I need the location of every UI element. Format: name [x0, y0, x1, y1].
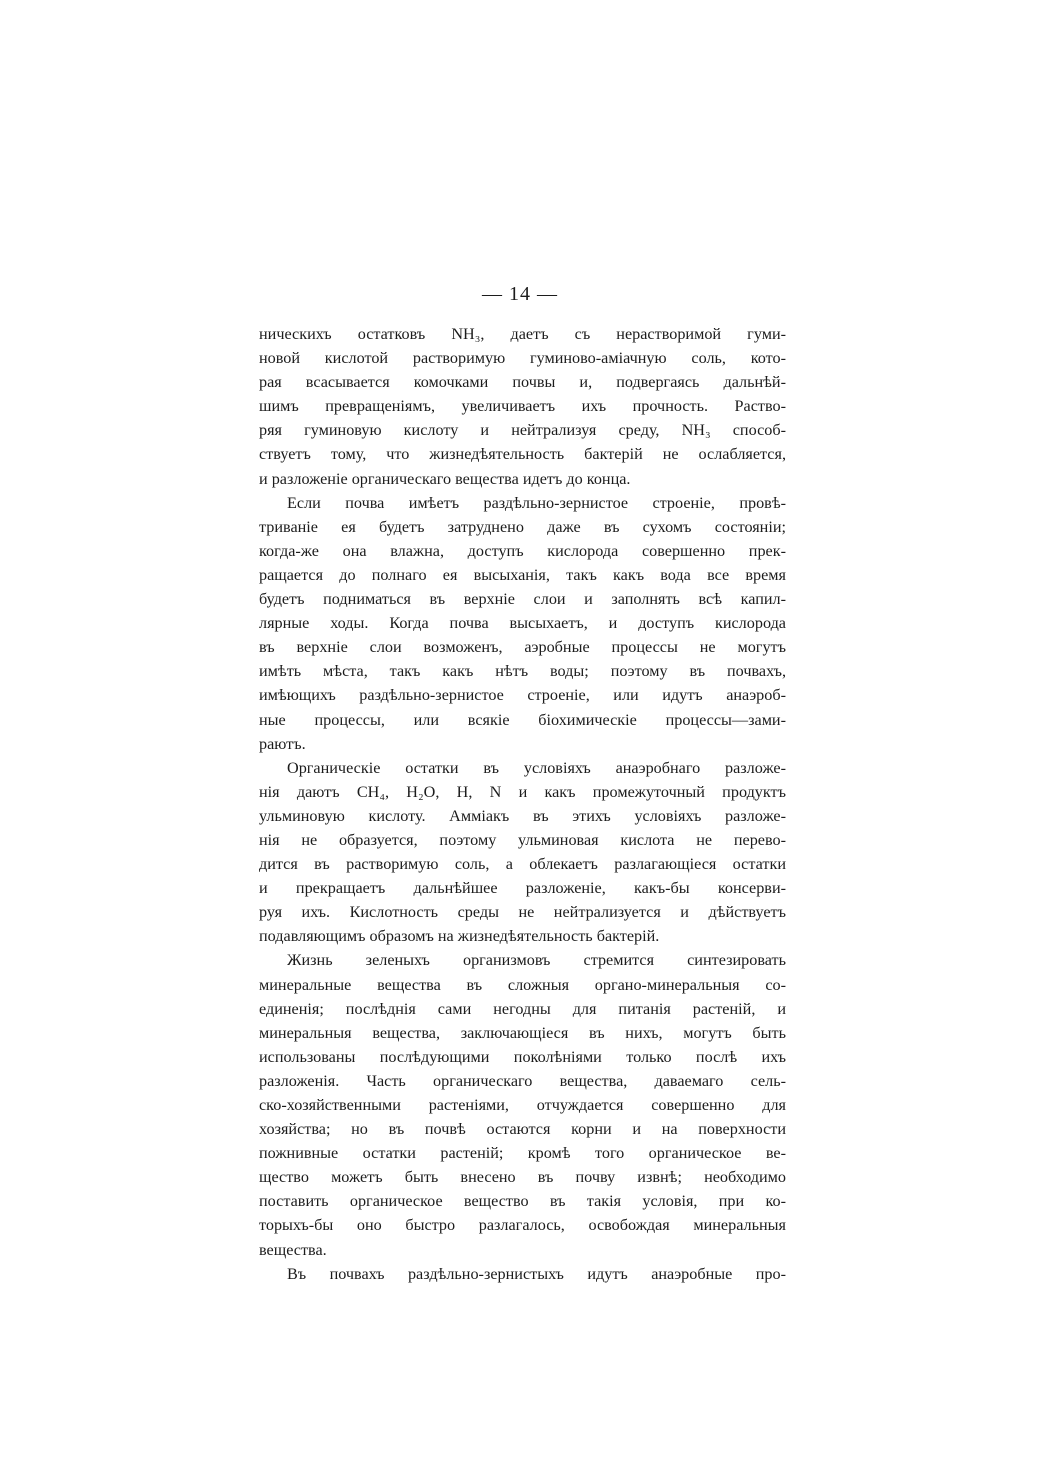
text-line: Органическіе остатки въ условіяхъ анаэробнаго разложе- — [287, 758, 786, 777]
text-line: ращается до полнаго ея высыханія, такъ какъ вода все время — [259, 565, 786, 584]
text-line: щество можетъ быть внесено въ почву извнѣ; необходимо — [259, 1168, 786, 1187]
text-line: торыхъ-бы оно быстро разлагалось, освобождая минеральныя — [259, 1216, 786, 1235]
text-line: вещества. — [259, 1240, 327, 1259]
text-line: Въ почвахъ раздѣльно-зернистыхъ идутъ анаэробные про- — [287, 1264, 786, 1283]
text-line: когда-же она влажна, доступъ кислорода совершенно прек- — [259, 541, 786, 560]
text-line: ско-хозяйственными растеніями, отчуждается совершенно для — [259, 1096, 786, 1114]
text-line: ульминовую кислоту. Амміакъ въ этихъ условіяхъ разложе- — [259, 806, 786, 825]
text-line: нія не образуется, поэтому ульминовая кислота не перево- — [259, 830, 786, 849]
text-line: ническихъ остатковъ NH₃, даетъ съ нерастворимой гуми- — [259, 325, 786, 343]
text-line: Жизнь зеленыхъ организмовъ стремится синтезировать — [287, 951, 786, 970]
text-line: и прекращаетъ дальнѣйшее разложеніе, какъ-бы консерви- — [259, 879, 786, 898]
text-line: поставить органическое вещество въ такія условія, при ко- — [259, 1192, 786, 1211]
text-line: руя ихъ. Кислотность среды не нейтрализуется и дѣйствуетъ — [259, 903, 786, 922]
text-line: триваніе ея будетъ затруднено даже въ сухомъ состояніи; — [259, 517, 786, 536]
text-line: единенія; послѣднія сами негодны для питанія растеній, и — [259, 999, 786, 1018]
text-line: въ верхніе слои возможенъ, аэробные процессы не могутъ — [259, 638, 786, 657]
text-line: лярные ходы. Когда почва высыхаетъ, и доступъ кислорода — [259, 614, 786, 633]
text-line: минеральные вещества въ сложныя органо-минеральныя со- — [259, 975, 786, 994]
text-line: дится въ растворимую соль, а облекаетъ разлагающіеся остатки — [259, 855, 786, 874]
text-line: и разложеніе органическаго вещества идетъ до конца. — [259, 469, 631, 488]
text-line: ные процессы, или всякіе біохимическіе процессы—зами- — [259, 710, 786, 729]
body-text — [259, 322, 786, 1286]
page-number: — 14 — — [482, 283, 558, 305]
paragraph — [259, 491, 786, 756]
paragraph — [259, 1262, 786, 1286]
text-line: Если почва имѣетъ раздѣльно-зернистое строеніе, провѣ- — [287, 493, 786, 512]
text-line: пожнивные остатки растеній; кромѣ того органическое ве- — [259, 1144, 786, 1163]
text-line: минеральныя вещества, заключающіеся въ нихъ, могутъ быть — [259, 1023, 786, 1042]
text-line: использованы послѣдующими поколѣніями только послѣ ихъ — [259, 1047, 786, 1066]
text-line: имѣющихъ раздѣльно-зернистое строеніе, или идутъ анаэроб- — [259, 686, 786, 705]
text-line: имѣть мѣста, такъ какъ нѣтъ воды; поэтому въ почвахъ, — [259, 662, 786, 681]
paragraph — [259, 322, 786, 491]
text-line: хозяйства; но въ почвѣ остаются корни и на поверхности — [259, 1120, 786, 1139]
text-line: раютъ. — [259, 734, 306, 753]
text-line: разложенія. Часть органическаго вещества, даваемаго сель- — [259, 1071, 786, 1090]
text-line: нія даютъ CH₄, H₂O, H, N и какъ промежуточный продуктъ — [259, 782, 786, 801]
paragraph — [259, 756, 786, 949]
text-line: новой кислотой растворимую гуминово-аміачную соль, кото- — [259, 349, 786, 368]
text-line: ствуетъ тому, что жизнедѣятельность бактерій не ослабляется, — [259, 445, 786, 464]
text-line: шимъ превращеніямъ, увеличиваетъ ихъ прочность. Раство- — [259, 397, 786, 416]
paragraph — [259, 948, 786, 1261]
text-line: подавляющимъ образомъ на жизнедѣятельность бактерій. — [259, 927, 660, 946]
text-line: будетъ подниматься въ верхніе слои и заполнять всѣ капил- — [259, 590, 786, 609]
text-line: ряя гуминовую кислоту и нейтрализуя среду, NH₃ способ- — [259, 421, 786, 440]
text-line: рая всасывается комочками почвы и, подвергаясь дальнѣй- — [259, 373, 786, 392]
